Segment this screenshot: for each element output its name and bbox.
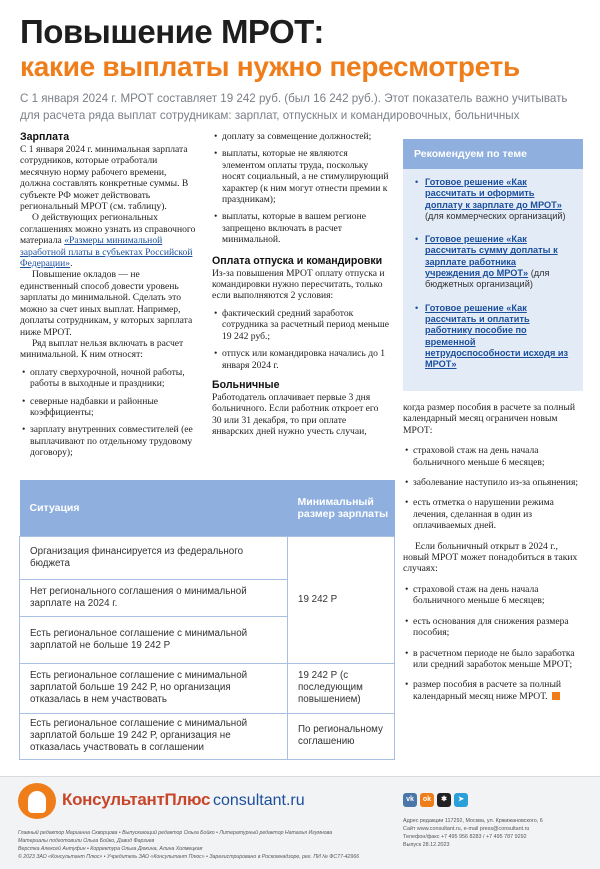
vacation-paragraph: Из-за повышения МРОТ оплату отпуска и командировки нужно пересчитать, только если выполняются 2 условия: <box>212 267 385 302</box>
salary-paragraph: О действующих региональных соглашениях можно узнать из справочного материала «Размеры минимальной заработной платы в субъектах Российской Федерации». <box>20 212 196 270</box>
list-item: • доплату за совмещение должностей; <box>212 131 390 142</box>
list-item: • фактический средний заработок сотрудника за расчетный период меньше 19 242 руб.; <box>212 308 390 342</box>
table-cell: 19 242 Р (с последующим повышением) <box>288 663 395 713</box>
recommended-list <box>403 169 583 370</box>
salary-paragraph: С 1 января 2024 г. минимальная зарплата сотрудников, которые отработали месячную норму рабочего времени, должна составлять конкретные суммы. В субъекте РФ может действовать региональный МРОТ (см. таблицу). <box>20 144 189 213</box>
column-middle <box>212 131 390 438</box>
sidebar-title: Рекомендуем по теме <box>403 139 583 169</box>
list-item: • заболевание наступило из-за опьянения; <box>403 477 583 488</box>
credits-line: © 2023 ЗАО «Консультант Плюс» • Учредитель ЗАО «Консультант Плюс» • Зарегистрировано в Роскомнадзоре, рег. ПИ № ФС77-42966 <box>18 854 360 860</box>
table-cell: Есть региональное соглашение с минимальной зарплатой не больше 19 242 Р <box>20 616 288 663</box>
table-header: Ситуация <box>20 480 288 536</box>
recommended-sidebar <box>403 139 583 391</box>
site-link[interactable]: consultant.ru <box>213 792 305 809</box>
credits-line: Материалы подготовили Ольга Бойко, Давид Фарзиев <box>18 838 155 844</box>
credits-line: Верстка Алексей Антуфин • Корректура Ольга Дюкина, Алина Холмецкая <box>18 846 203 852</box>
recommended-link[interactable]: Готовое решение «Как рассчитать и оформить доплату к зарплате до МРОТ» <box>425 177 562 210</box>
sick-leave-cases-list <box>403 584 583 702</box>
recommended-item: • Готовое решение «Как рассчитать сумму доплаты к зарплате работника учреждения до МРОТ» (для бюджетных организаций) <box>415 234 573 290</box>
vacation-conditions-list <box>212 308 390 371</box>
sick-leave-heading: Больничные <box>212 378 280 391</box>
salary-paragraph: Ряд выплат нельзя включать в расчет минимальной. К ним относят: <box>20 337 184 361</box>
list-item: • страховой стаж на день начала больничного меньше 6 месяцев; <box>403 445 583 468</box>
dzen-icon[interactable]: ✱ <box>437 793 451 807</box>
credits <box>18 829 388 861</box>
table-cell: Нет регионального соглашения о минимальной зарплате на 2024 г. <box>20 579 288 616</box>
table-cell: По региональному соглашению <box>288 713 395 759</box>
table-cell: Есть региональное соглашение с минимальной зарплатой больше 19 242 Р, организация не отказалась участвовать в соглашении <box>20 713 288 759</box>
salary-heading: Зарплата <box>20 131 70 143</box>
list-item: • выплаты, которые в вашем регионе запрещено включать в расчет минимальной. <box>212 211 390 245</box>
table-header: Минимальный размер зарплаты <box>288 480 395 536</box>
lead-paragraph: С 1 января 2024 г. МРОТ составляет 19 242 руб. (был 16 242 руб.). Этот показатель важно учитывать для расчета ряда выплат сотрудникам: зарплат, отпускных и командировочных, больничных <box>20 92 568 122</box>
list-item: • северные надбавки и районные коэффициенты; <box>20 396 198 419</box>
list-item: • есть основания для снижения размера пособия; <box>403 616 583 639</box>
ok-icon[interactable]: ok <box>420 793 434 807</box>
contacts <box>403 817 588 849</box>
credits-line: Главный редактор Марианна Скворцова • Выпускающий редактор Ольга Бойко • Литературный редактор Наталья Игумнова <box>18 830 333 836</box>
telegram-icon[interactable]: ➤ <box>454 793 468 807</box>
column-salary <box>20 131 198 459</box>
column-sick-leave <box>403 402 583 702</box>
end-mark-icon <box>552 692 560 700</box>
list-item: • есть отметка о нарушении режима лечения, сделанная в один из оплачиваемых дней. <box>403 497 583 531</box>
footer <box>0 776 600 869</box>
sick-leave-paragraph: Работодатель оплачивает первые 3 дня больничного. Если работник откроет его 30 или 31 декабря, то при оплате январских дней нужно учесть случаи, <box>212 391 379 438</box>
vacation-heading: Оплата отпуска и командировки <box>212 254 383 267</box>
sick-leave-cases-list <box>403 445 583 531</box>
mrot-table <box>19 480 395 760</box>
recommended-item: • Готовое решение «Как рассчитать и оформить доплату к зарплате до МРОТ» (для коммерческих организаций) <box>415 177 573 222</box>
table-cell: Организация финансируется из федерального бюджета <box>20 536 288 579</box>
page-title: Повышение МРОТ: <box>20 13 324 50</box>
table-cell: Есть региональное соглашение с минимальной зарплатой больше 19 242 Р, но организация отказалась в нем участвовать <box>20 663 288 713</box>
list-item: • размер пособия в расчете за полный календарный месяц ниже МРОТ. <box>403 679 583 702</box>
contacts-line: Телефон/факс +7 495 956 8283 / +7 495 787 9292 <box>403 834 527 840</box>
contacts-line: Адрес редакции 117292, Москва, ул. Кржижановского, 6 <box>403 818 543 824</box>
list-item: • отпуск или командировка начались до 1 января 2024 г. <box>212 348 390 371</box>
list-item: • выплаты, которые не являются элементом оплаты труда, поскольку носят социальный, а не стимулирующий характер (к ним могут отнести премии к праздникам); <box>212 148 390 205</box>
list-item: • страховой стаж на день начала больничного меньше 6 месяцев; <box>403 584 583 607</box>
salary-paragraph: Повышение окладов — не единственный способ довести уровень зарплаты до минимальной. Сделать это можно за счет иных выплат. Например, доплаты сотрудникам, у которых зарплата ниже МРОТ. <box>20 269 193 338</box>
sick-leave-paragraph: когда размер пособия в расчете за полный календарный месяц ограничен новым МРОТ: <box>403 402 575 436</box>
list-item: • зарплату внутренних совместителей (ее выплачивают по отдельному трудовому договору); <box>20 424 198 458</box>
social-links <box>403 793 468 807</box>
vk-icon[interactable]: vk <box>403 793 417 807</box>
excluded-payments-list <box>20 367 198 459</box>
excluded-payments-list-continued <box>212 131 390 246</box>
contacts-line: Сайт www.consultant.ru, e-mail press@consultant.ru <box>403 826 530 832</box>
contacts-line: Выпуск 28.12.2023 <box>403 842 450 848</box>
brand-name: КонсультантПлюс <box>62 790 211 809</box>
page-subtitle: какие выплаты нужно пересмотреть <box>20 51 520 82</box>
recommended-link[interactable]: Готовое решение «Как рассчитать и оплатить работнику пособие по временной нетрудоспособности исходя из МРОТ» <box>425 302 569 370</box>
sick-leave-paragraph: Если больничный открыт в 2024 г., новый МРОТ может понадобиться в таких случаях: <box>403 540 578 575</box>
consultant-logo-icon <box>18 783 56 819</box>
recommended-link[interactable]: Готовое решение «Как рассчитать сумму доплаты к зарплате работника учреждения до МРОТ» <box>425 234 558 279</box>
regional-mrot-link[interactable]: «Размеры минимальной заработной платы в субъектах Российской Федерации» <box>20 235 193 270</box>
recommended-item <box>415 303 573 371</box>
list-item: • в расчетном периоде не было заработка или средний заработок меньше МРОТ; <box>403 648 583 671</box>
table-cell: 19 242 Р <box>288 536 395 663</box>
list-item: • оплату сверхурочной, ночной работы, работы в выходные и праздники; <box>20 367 198 390</box>
